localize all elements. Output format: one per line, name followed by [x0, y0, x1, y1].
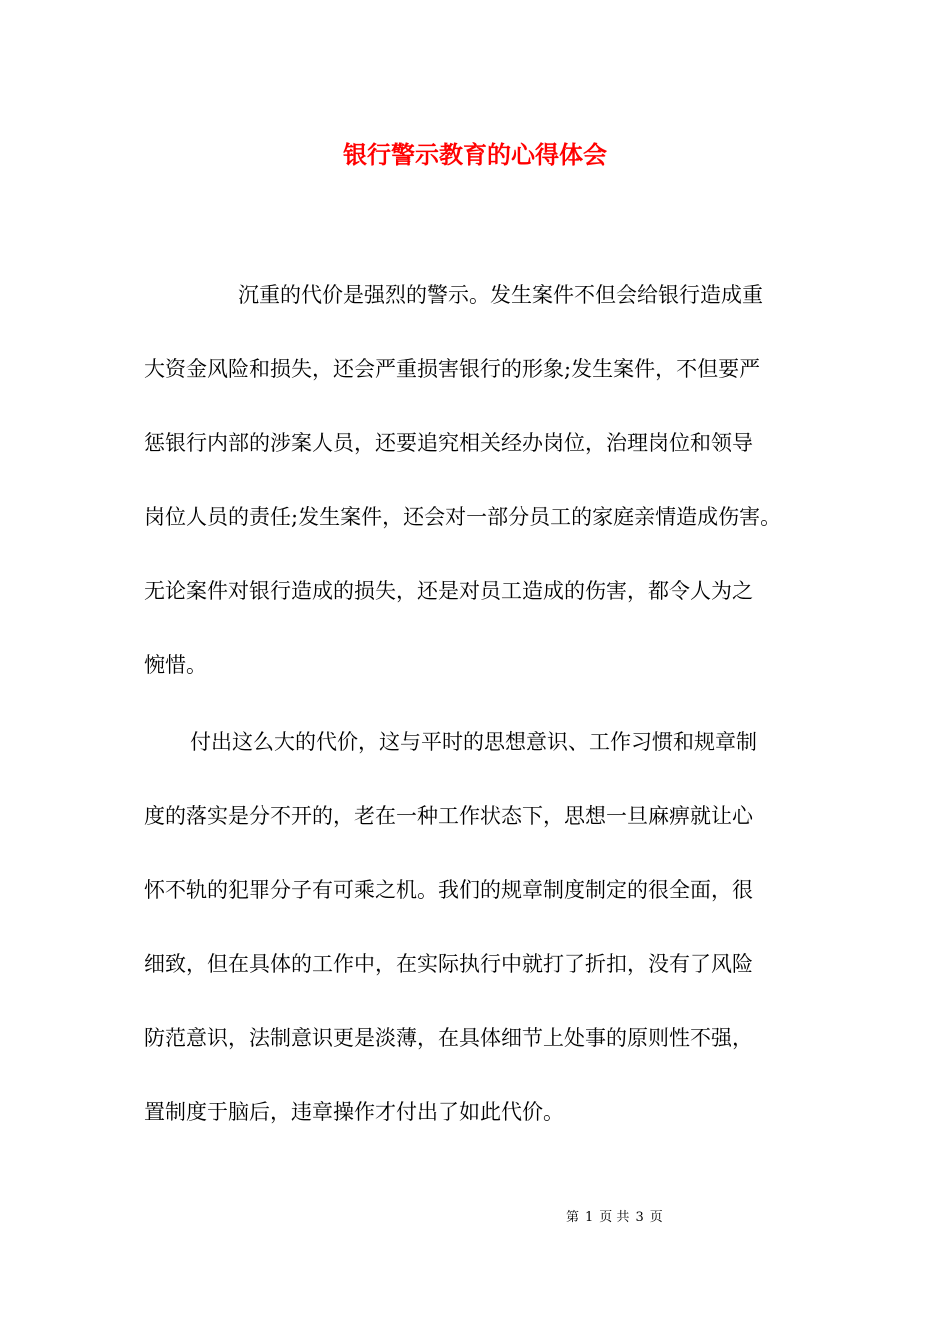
document-title: 银行警示教育的心得体会 — [343, 140, 607, 169]
paragraph-line: 岗位人员的责任;发生案件，还会对一部分员工的家庭亲情造成伤害。 — [144, 505, 782, 529]
paragraph-line: 惩银行内部的涉案人员，还要追究相关经办岗位，治理岗位和领导 — [144, 431, 753, 455]
total-pages-number: 3 — [635, 1210, 644, 1225]
paragraph-line: 防范意识，法制意识更是淡薄，在具体细节上处事的原则性不强， — [144, 1026, 753, 1050]
current-page-number: 1 — [585, 1210, 594, 1225]
paragraph-line: 付出这么大的代价，这与平时的思想意识、工作习惯和规章制 — [190, 730, 757, 754]
paragraph-line: 度的落实是分不开的，老在一种工作状态下，思想一旦麻痹就让心 — [144, 804, 753, 828]
paragraph-line: 大资金风险和损失，还会严重损害银行的形象;发生案件，不但要严 — [144, 357, 761, 381]
page-label-prefix: 第 — [566, 1210, 580, 1225]
paragraph-line: 无论案件对银行造成的损失，还是对员工造成的伤害，都令人为之 — [144, 579, 753, 603]
paragraph-line: 怀不轨的犯罪分子有可乘之机。我们的规章制度制定的很全面，很 — [144, 878, 753, 902]
paragraph-line: 沉重的代价是强烈的警示。发生案件不但会给银行造成重 — [238, 283, 763, 307]
page-footer — [566, 1208, 669, 1228]
paragraph-2 — [144, 705, 808, 1149]
paragraph-line: 细致，但在具体的工作中，在实际执行中就打了折扣，没有了风险 — [144, 952, 753, 976]
paragraph-1 — [144, 258, 808, 702]
page-label-mid: 页 共 — [599, 1210, 630, 1225]
page-label-suffix: 页 — [649, 1210, 663, 1225]
paragraph-line: 惋惜。 — [144, 653, 207, 677]
paragraph-line: 置制度于脑后，违章操作才付出了如此代价。 — [144, 1100, 564, 1124]
